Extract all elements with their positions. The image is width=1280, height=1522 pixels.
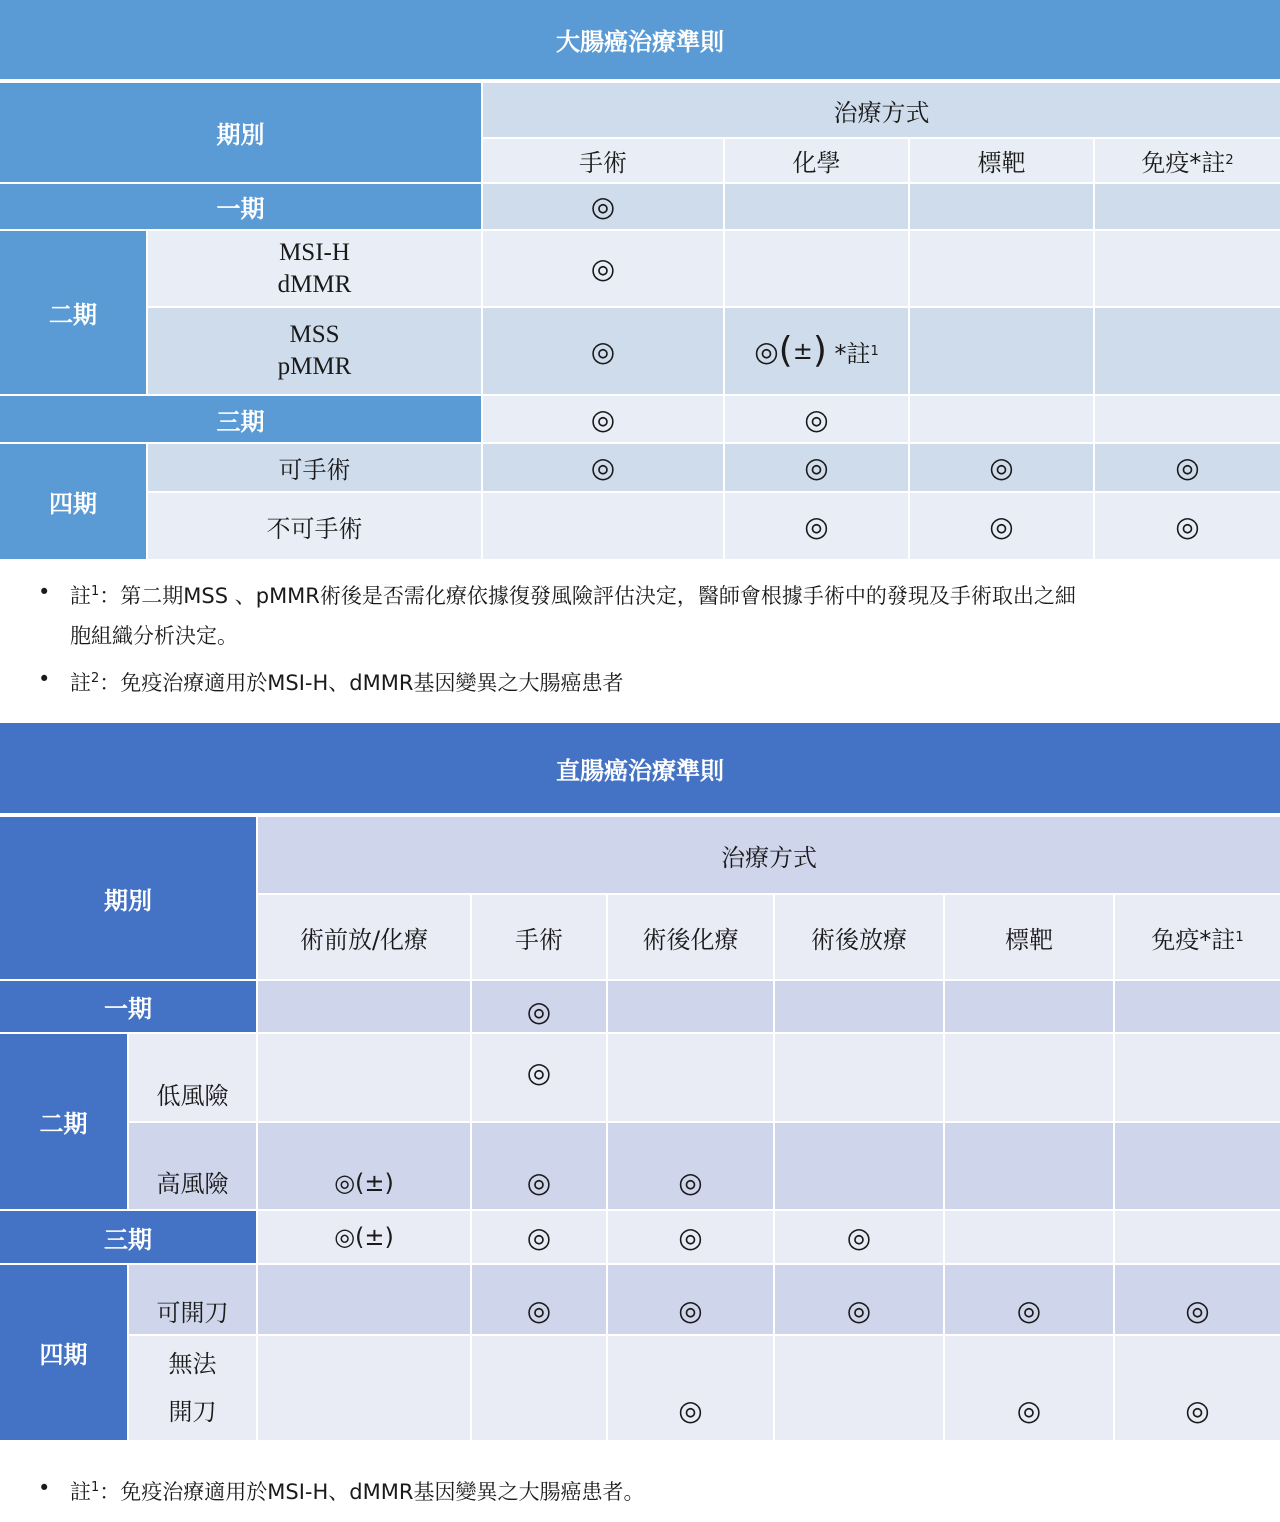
colon-s4a-chemo: ◎ [725,444,908,491]
colon-treatment-header: 治療方式 [483,83,1280,137]
rectal-s1-neo [258,981,470,1032]
colon-s3-target [910,396,1093,442]
colon-s4a-immuno: ◎ [1095,444,1280,491]
rectal-stage3-label: 三期 [0,1211,256,1263]
rectal-stage-header: 期別 [0,817,256,979]
colon-s2a-surgery: ◎ [483,231,723,306]
colon-s2a-target [910,231,1093,306]
rectal-col-adj-chemo: 術後化療 [608,895,773,979]
rectal-s4b-immuno: ◎ [1115,1336,1280,1440]
colon-stage4-operable: 可手術 [148,444,481,491]
rectal-s3-neo: ◎(±) [258,1211,470,1263]
rectal-s3-target [945,1211,1113,1263]
colon-note-1-cont: 胞組織分析決定。 [70,624,238,648]
rectal-stage2-label: 二期 [0,1034,127,1209]
colon-title: 大腸癌治療準則 [0,0,1280,79]
colon-s2b-surgery: ◎ [483,308,723,394]
rectal-title: 直腸癌治療準則 [0,723,1280,813]
colon-stage4-inoperable: 不可手術 [148,493,481,559]
rectal-s2b-adjradio [775,1123,943,1209]
colon-s4b-target: ◎ [910,493,1093,559]
colon-col-chemo: 化學 [725,139,908,182]
rectal-s1-adjradio [775,981,943,1032]
rectal-s4b-surgery [472,1336,606,1440]
rectal-s3-adjchemo: ◎ [608,1211,773,1263]
rectal-s4b-neo [258,1336,470,1440]
rectal-s4a-neo [258,1265,470,1334]
rectal-s2b-surgery: ◎ [472,1123,606,1209]
rectal-s3-adjradio: ◎ [775,1211,943,1263]
colon-s1-chemo [725,184,908,229]
colon-stage3-label: 三期 [0,396,481,442]
rectal-s4a-adjchemo: ◎ [608,1265,773,1334]
colon-note-1: • 註$^1$：第二期MSS 、pMMR術後是否需化療依據復發風險評估決定，醫師會根據手術中的發現及手術取出之細 [38,580,1076,608]
colon-s1-surgery: ◎ [483,184,723,229]
rectal-s2a-immuno [1115,1034,1280,1121]
rectal-s1-adjchemo [608,981,773,1032]
colon-s3-immuno [1095,396,1280,442]
rectal-s2a-adjchemo [608,1034,773,1121]
rectal-s4a-adjradio: ◎ [775,1265,943,1334]
colon-s4a-target: ◎ [910,444,1093,491]
colon-s2a-immuno [1095,231,1280,306]
colon-s3-surgery: ◎ [483,396,723,442]
rectal-s1-surgery: ◎ [472,981,606,1032]
colon-stage2-msi: MSI-H dMMR [148,231,481,306]
rectal-s2a-target [945,1034,1113,1121]
rectal-col-neoadjuvant: 術前放/化療 [258,895,470,979]
rectal-s2a-adjradio [775,1034,943,1121]
rectal-stage4-inoperable: 無法 開刀 [129,1336,256,1440]
colon-s4b-chemo: ◎ [725,493,908,559]
rectal-s4a-immuno: ◎ [1115,1265,1280,1334]
colon-col-immuno: 免疫*註 2 [1095,139,1280,182]
colon-s2b-chemo: ◎ ( ± ) *註 1 [725,308,908,394]
rectal-s4b-target: ◎ [945,1336,1113,1440]
colon-s4b-surgery [483,493,723,559]
colon-s3-chemo: ◎ [725,396,908,442]
rectal-s4b-adjchemo: ◎ [608,1336,773,1440]
rectal-col-immuno: 免疫*註 1 [1115,895,1280,979]
colon-stage1-label: 一期 [0,184,481,229]
rectal-s4a-target: ◎ [945,1265,1113,1334]
rectal-s2b-neo: ◎(±) [258,1123,470,1209]
rectal-stage2-highrisk: 高風險 [129,1123,256,1209]
colon-s1-immuno [1095,184,1280,229]
colon-stage4-label: 四期 [0,444,146,559]
colon-col-target: 標靶 [910,139,1093,182]
rectal-s2a-neo [258,1034,470,1121]
rectal-col-surgery: 手術 [472,895,606,979]
colon-col-surgery: 手術 [483,139,723,182]
rectal-stage1-label: 一期 [0,981,256,1032]
rectal-stage4-operable: 可開刀 [129,1265,256,1334]
rectal-treatment-header: 治療方式 [258,817,1280,893]
rectal-s3-immuno [1115,1211,1280,1263]
colon-s1-target [910,184,1093,229]
colon-s2b-immuno [1095,308,1280,394]
colon-s4a-surgery: ◎ [483,444,723,491]
rectal-s2a-surgery: ◎ [472,1034,606,1121]
rectal-s4b-adjradio [775,1336,943,1440]
rectal-s3-surgery: ◎ [472,1211,606,1263]
colon-stage2-mss: MSS pMMR [148,308,481,394]
rectal-s4a-surgery: ◎ [472,1265,606,1334]
rectal-s1-target [945,981,1113,1032]
rectal-col-target: 標靶 [945,895,1113,979]
colon-s2a-chemo [725,231,908,306]
rectal-note-1: • 註$^1$：免疫治療適用於MSI-H、dMMR基因變異之大腸癌患者。 [38,1476,645,1504]
colon-stage2-label: 二期 [0,231,146,394]
rectal-s1-immuno [1115,981,1280,1032]
colon-s2b-target [910,308,1093,394]
rectal-col-adj-radio: 術後放療 [775,895,943,979]
rectal-s2b-adjchemo: ◎ [608,1123,773,1209]
rectal-s2b-immuno [1115,1123,1280,1209]
colon-note-2: • 註$^2$：免疫治療適用於MSI-H、dMMR基因變異之大腸癌患者 [38,667,624,695]
colon-stage-header: 期別 [0,83,481,182]
rectal-s2b-target [945,1123,1113,1209]
colon-s4b-immuno: ◎ [1095,493,1280,559]
rectal-stage2-lowrisk: 低風險 [129,1034,256,1121]
rectal-stage4-label: 四期 [0,1265,127,1440]
